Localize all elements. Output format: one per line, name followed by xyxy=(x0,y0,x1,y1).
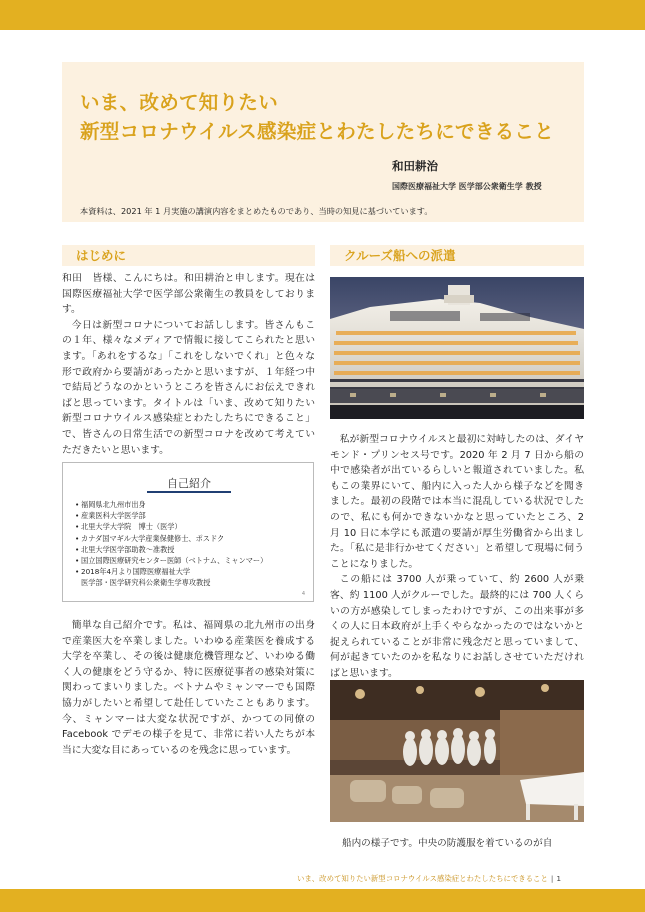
profile-title-underline xyxy=(147,491,231,493)
profile-item: • カナダ国マギル大学産業保健修士、ポスドク xyxy=(75,533,307,544)
page-number: 1 xyxy=(556,874,562,883)
intro-paragraph-1: 和田 皆様、こんにちは。和田耕治と申します。現在は国際医療福祉大学で医学部公衆衛生の教員をしております。 xyxy=(62,273,315,316)
cruise-paragraph-1: 私が新型コロナウイルスと最初に対峙したのは、ダイヤモンド・プリンセス号です。2020 年 2 月 7 日から船の中で感染者が出ているらしいと報道されていました。私もこの業界にいて、船内に入った人から様子などを聞きました。最初の段階では本当に混乱している状況でしたので、私にも何かできないかなと思っていたところ、2 月 10 日に本学にも派遣の要請が厚生労働省から出ました。「私に是非行かせてください」と希望して現場に伺うことになりました。 xyxy=(330,434,584,570)
top-accent-bar xyxy=(0,0,645,30)
section-heading-cruise: クルーズ船への派遣 xyxy=(330,245,584,266)
profile-item-line-2: 医学部・医学研究科公衆衛生学専攻教授 xyxy=(81,578,211,588)
page-footer xyxy=(297,873,561,884)
profile-item xyxy=(75,566,307,588)
footer-separator: | xyxy=(550,874,554,883)
footer-title: いま、改めて知りたい新型コロナウイルス感染症とわたしたちにできること xyxy=(297,874,548,883)
profile-item-line-1: 2018年4月より国際医療福祉大学 xyxy=(81,567,191,577)
section-heading-intro: はじめに xyxy=(62,245,315,266)
slide-number: 4 xyxy=(301,591,305,597)
intro-paragraph-2: 今日は新型コロナについてお話しします。皆さんもこの１年、様々なメディアで情報に接してこられたと思います。「あれをするな」「これをしないでくれ」と色々な形で政府から要請があったかと思いますが、１年経つ中で結局どうなのかというところを皆さんにお伝えできればと思っています。タイトルは「いま、改めて知りたい新型コロナウイルス感染症とわたしたちにできること」で、皆さんの日常生活での新型コロナを改めて考えていただきたいと思います。 xyxy=(62,319,315,456)
cruise-ship-photo xyxy=(330,277,584,419)
intro-paragraph-3: 簡単な自己紹介です。私は、福岡県の北九州市の出身で産業医大を卒業しました。いわゆる産業医を養成する大学を卒業し、その後は健康危機管理など、いわゆる働く人の健康をどう守るか、特に医療従事者の感染対策に関わってまいりました。ベトナムやミャンマーでも国際協力がしたいと希望して赴任していたこともあります。今、ミャンマーは大変な状況ですが、かつての同僚の Facebook でデモの様子を見て、非常に若い人たちが本当に大変な目にあっているのを残念に思っています。 xyxy=(62,620,315,756)
profile-item: • 産業医科大学医学部 xyxy=(75,510,307,521)
cruise-paragraph-2: この船には 3700 人が乗っていて、約 2600 人が乗客、約 1100 人がクルーでした。最終的には 700 人くらいの方が感染してしまったわけですが、この出来事が多くの人に日本政府が上手くやらなかったのではないかと捉えられていることが非常に残念だと思っていまして、何が起きていたのかを私なりにお話しさせていただければと思います。 xyxy=(330,574,584,679)
profile-item: • 国立国際医療研究センター医師（ベトナム、ミャンマー） xyxy=(75,555,307,566)
profile-list xyxy=(75,499,307,589)
title-line-2: 新型コロナウイルス感染症とわたしたちにできること xyxy=(80,120,555,143)
photo-caption: 船内の様子です。中央の防護服を着ているのが自 xyxy=(342,838,553,849)
author-affiliation: 国際医療福祉大学 医学部公衆衛生学 教授 xyxy=(392,182,542,191)
document-title xyxy=(80,88,580,146)
profile-item: • 北里大学医学部助教～准教授 xyxy=(75,544,307,555)
document-note: 本資料は、2021 年 1 月実施の講演内容をまとめたものであり、当時の知見に基づいています。 xyxy=(80,206,433,216)
ship-interior-photo xyxy=(330,680,584,822)
bottom-accent-bar xyxy=(0,889,645,912)
profile-slide xyxy=(62,462,314,602)
intro-body xyxy=(62,271,315,458)
author-name: 和田耕治 xyxy=(392,159,438,173)
profile-item: • 北里大学大学院 博士（医学） xyxy=(75,521,307,532)
profile-item: • 福岡県北九州市出身 xyxy=(75,499,307,510)
cruise-body xyxy=(330,432,584,682)
title-line-1: いま、改めて知りたい xyxy=(80,91,279,114)
profile-slide-title: 自己紹介 xyxy=(167,477,211,490)
